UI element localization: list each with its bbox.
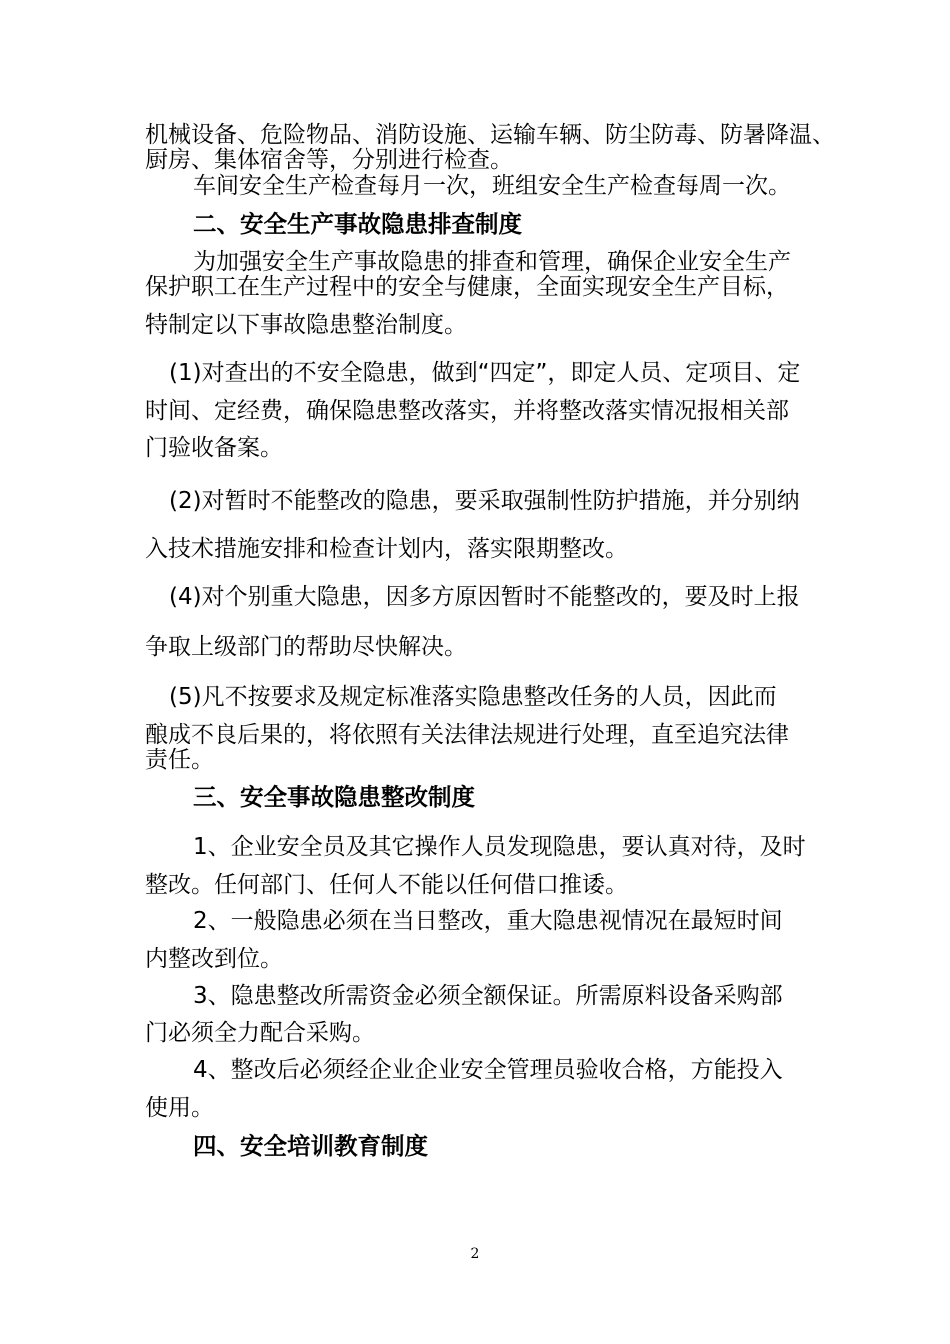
text-line: 整改。任何部门、任何人不能以任何借口推诿。 xyxy=(145,872,628,898)
section-heading: 四、安全培训教育制度 xyxy=(193,1132,428,1160)
text-line: 为加强安全生产事故隐患的排查和管理，确保企业安全生产 xyxy=(193,249,791,275)
text-line: 2、一般隐患必须在当日整改，重大隐患视情况在最短时间 xyxy=(193,908,783,934)
text-line: 3、隐患整改所需资金必须全额保证。所需原料设备采购部 xyxy=(193,983,783,1009)
text-line: 内整改到位。 xyxy=(145,946,283,972)
text-line: 使用。 xyxy=(145,1095,214,1121)
text-line: 4、整改后必须经企业企业安全管理员验收合格，方能投入 xyxy=(193,1057,783,1083)
text-line: 1、企业安全员及其它操作人员发现隐患，要认真对待，及时 xyxy=(193,834,806,860)
text-line: (5)凡不按要求及规定标准落实隐患整改任务的人员，因此而 xyxy=(169,684,777,710)
page-number: 2 xyxy=(470,1246,480,1262)
text-line: (2)对暂时不能整改的隐患，要采取强制性防护措施，并分别纳 xyxy=(169,488,800,514)
section-heading: 二、安全生产事故隐患排查制度 xyxy=(193,210,522,238)
section-heading: 三、安全事故隐患整改制度 xyxy=(193,783,475,811)
text-line: (4)对个别重大隐患，因多方原因暂时不能整改的，要及时上报 xyxy=(169,584,800,610)
text-line: 入技术措施安排和检查计划内，落实限期整改。 xyxy=(145,536,628,562)
text-line: 酿成不良后果的，将依照有关法律法规进行处理，直至追究法律 xyxy=(145,722,789,748)
text-line: 保护职工在生产过程中的安全与健康，全面实现安全生产目标， xyxy=(145,274,789,300)
text-line: 车间安全生产检查每月一次，班组安全生产检查每周一次。 xyxy=(193,173,791,199)
text-line: 时间、定经费，确保隐患整改落实，并将整改落实情况报相关部 xyxy=(145,398,789,424)
text-line: 责任。 xyxy=(145,747,214,773)
text-line: 特制定以下事故隐患整治制度。 xyxy=(145,312,467,338)
text-line: (1)对查出的不安全隐患，做到“四定”，即定人员、定项目、定 xyxy=(169,360,801,386)
text-line: 争取上级部门的帮助尽快解决。 xyxy=(145,634,467,660)
text-line: 机械设备、危险物品、消防设施、运输车辆、防尘防毒、防暑降温、 xyxy=(145,122,835,148)
text-line: 厨房、集体宿舍等，分别进行检查。 xyxy=(145,147,513,173)
text-line: 门必须全力配合采购。 xyxy=(145,1020,375,1046)
text-line: 门验收备案。 xyxy=(145,435,283,461)
